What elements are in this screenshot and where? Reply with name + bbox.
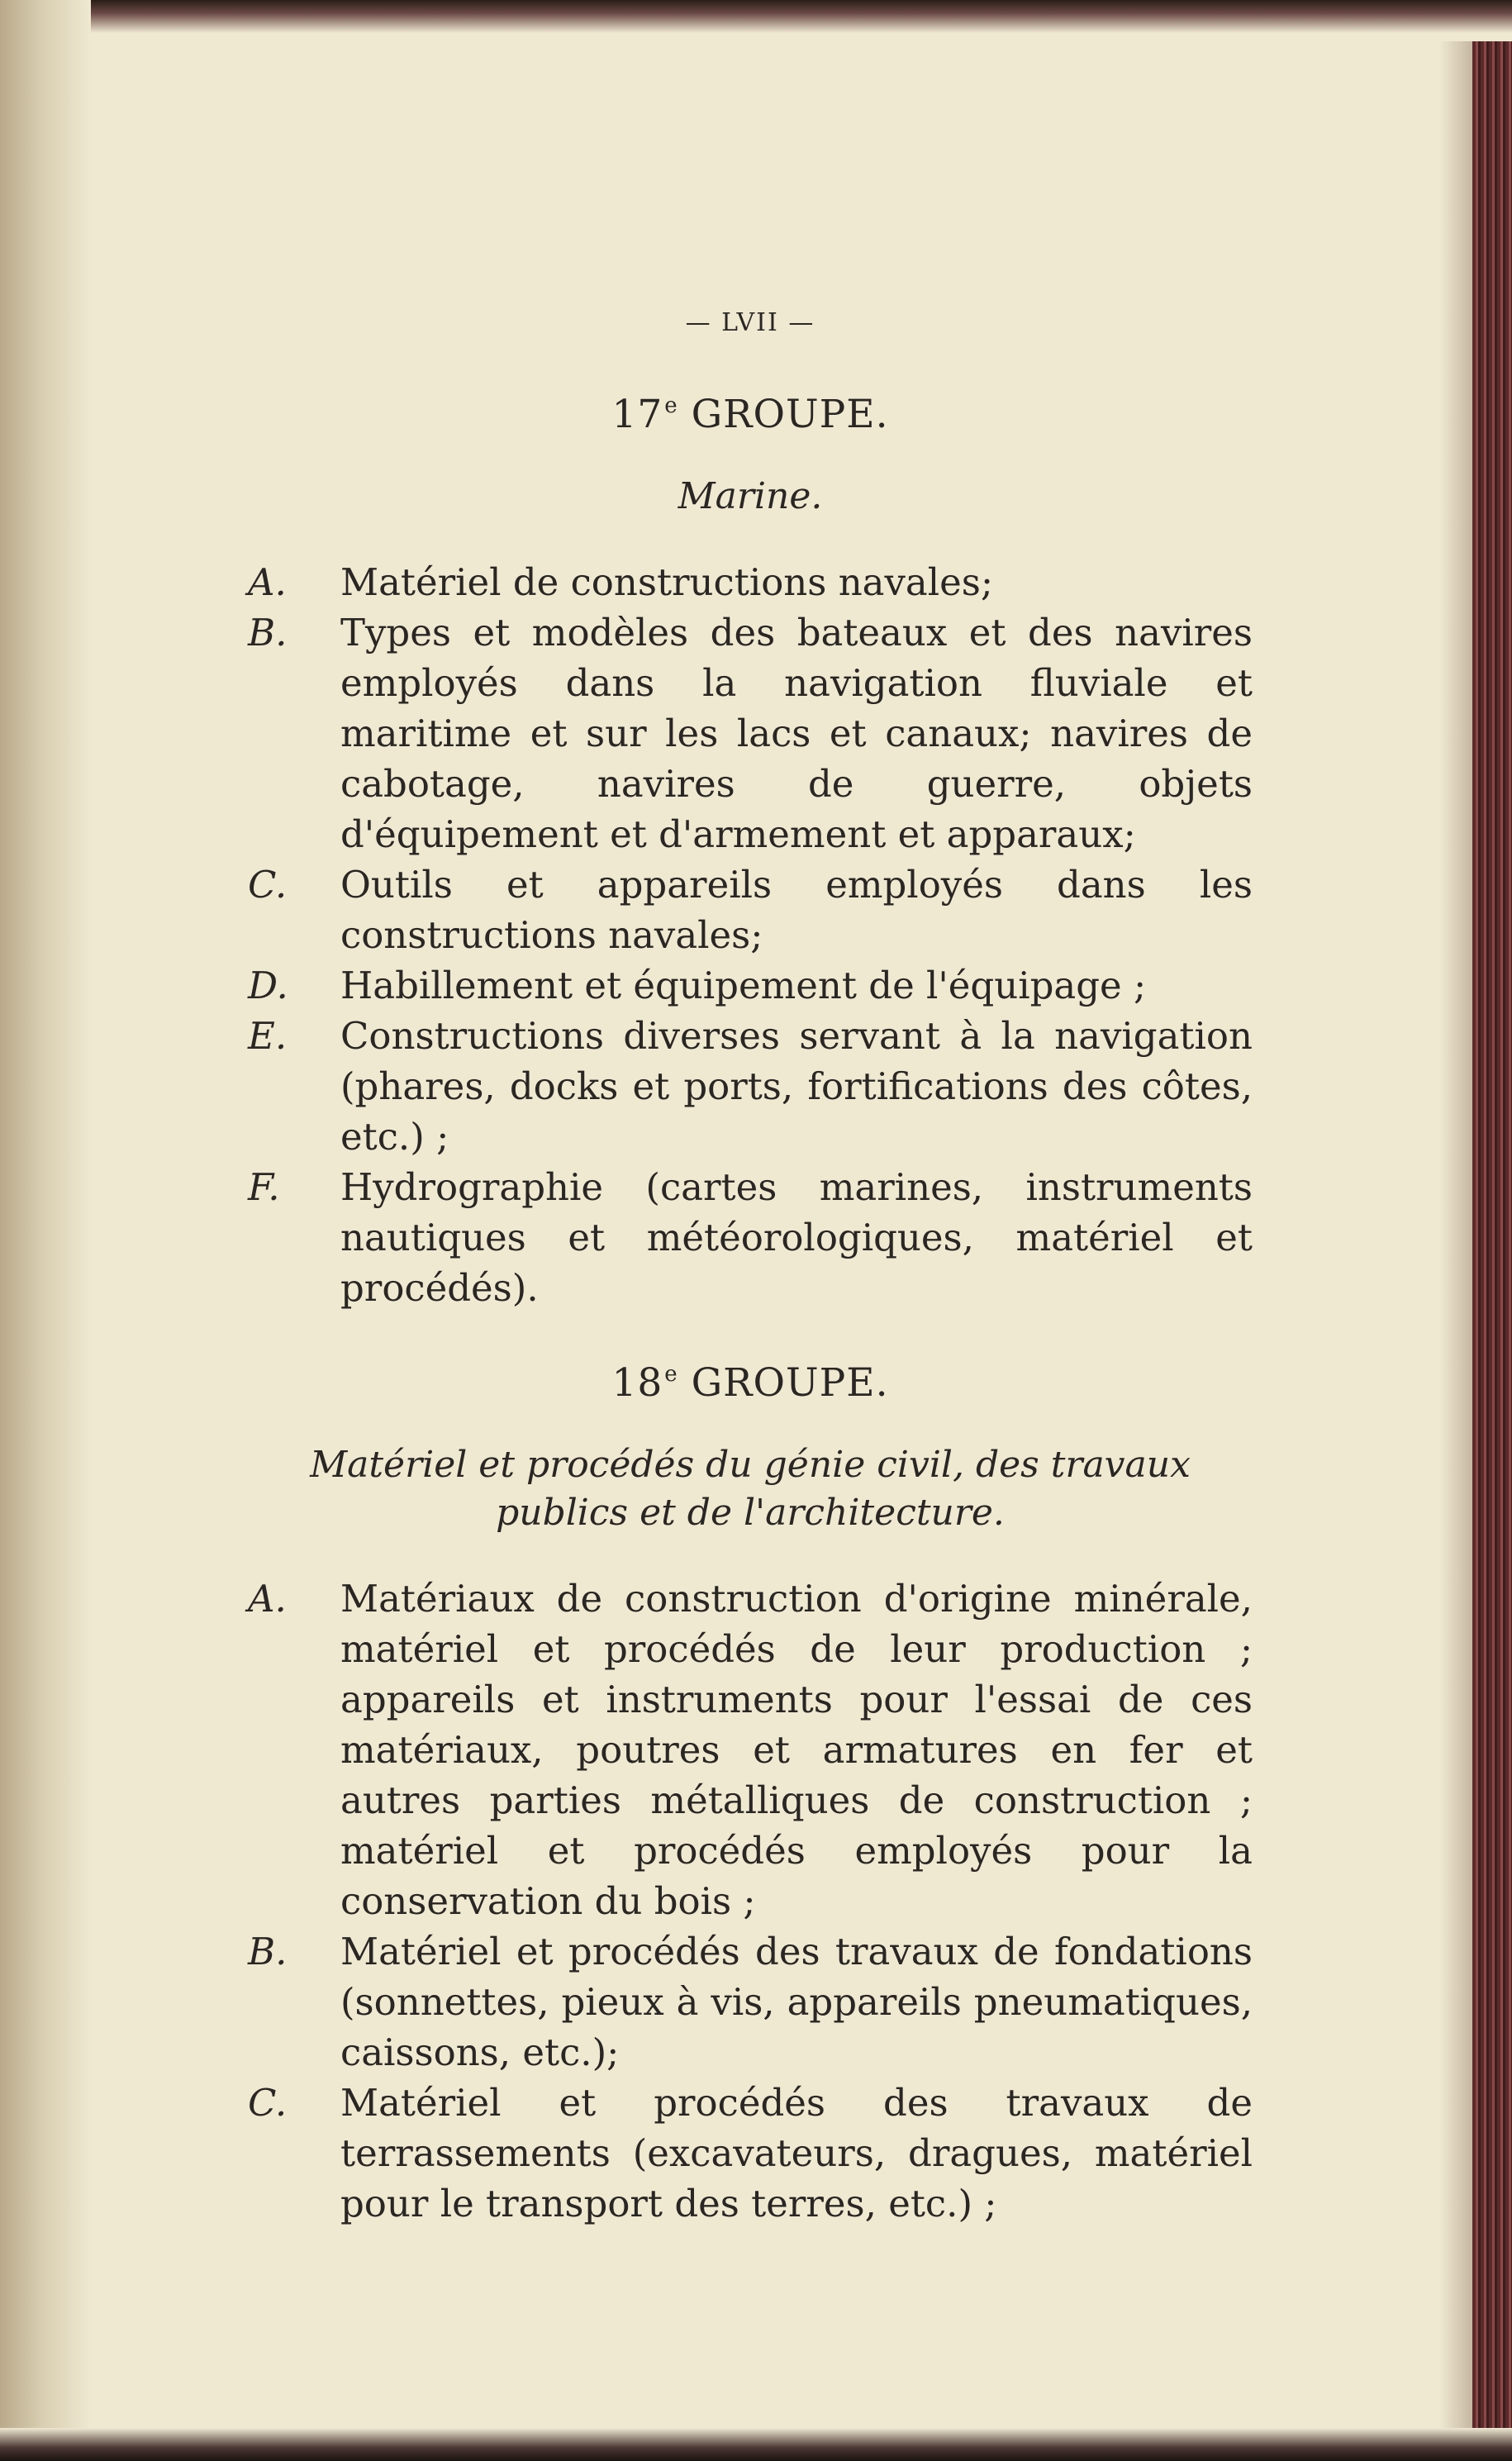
list-item bbox=[248, 859, 1253, 960]
group-label: GROUPE. bbox=[691, 392, 889, 437]
group-spacer bbox=[248, 1313, 1253, 1350]
running-head: — LVII — bbox=[685, 308, 815, 337]
group-title bbox=[248, 381, 1253, 440]
item-letter: F. bbox=[248, 1165, 280, 1209]
item-letter: A. bbox=[248, 560, 287, 604]
page-top-edge bbox=[0, 0, 1512, 33]
group-subtitle: Marine. bbox=[678, 475, 823, 517]
group-number-suffix: e bbox=[664, 393, 678, 418]
group-title bbox=[248, 1350, 1253, 1408]
item-text: Outils et appareils employés dans les constructions navales; bbox=[340, 863, 1253, 957]
item-letter: D. bbox=[248, 964, 288, 1007]
list-item bbox=[248, 1573, 1253, 1926]
item-letter: B. bbox=[248, 611, 288, 655]
item-text: Hydrographie (cartes marines, instruments nautiques et météorologiques, matériel et procédés). bbox=[340, 1165, 1253, 1310]
list-item bbox=[248, 1926, 1253, 2078]
book-fore-edge bbox=[1472, 41, 1512, 2438]
page-right-shadow bbox=[1439, 41, 1472, 2438]
group-number: 18 bbox=[611, 1360, 663, 1406]
item-text: Matériel et procédés des travaux de fondations (sonnettes, pieux à vis, appareils pneumatiques, caissons, etc.); bbox=[340, 1930, 1253, 2074]
item-text: Matériel de constructions navales; bbox=[340, 560, 994, 604]
item-letter: A. bbox=[248, 1577, 287, 1621]
item-letter: C. bbox=[248, 863, 288, 907]
list-item bbox=[248, 607, 1253, 859]
item-letter: E. bbox=[248, 1014, 288, 1058]
list-item bbox=[248, 2078, 1253, 2229]
page-gutter bbox=[0, 0, 91, 2461]
item-text: Habillement et équipement de l'équipage ; bbox=[340, 964, 1147, 1007]
item-text: Types et modèles des bateaux et des navires employés dans la navigation fluviale et maritime et sur les lacs et canaux; navires de cabotage, navires de guerre, objets d'équipement et d'armement et apparaux; bbox=[340, 611, 1253, 856]
group-number-suffix: e bbox=[664, 1362, 678, 1387]
item-letter: B. bbox=[248, 1930, 288, 1973]
list-item bbox=[248, 1162, 1253, 1313]
group-number: 17 bbox=[611, 392, 663, 437]
item-letter: C. bbox=[248, 2081, 288, 2125]
item-text: Constructions diverses servant à la navigation (phares, docks et ports, fortifications des côtes, etc.) ; bbox=[340, 1014, 1253, 1159]
group-label: GROUPE. bbox=[691, 1360, 889, 1406]
group-subtitle: Matériel et procédés du génie civil, des travaux publics et de l'architecture. bbox=[310, 1444, 1191, 1534]
list-item bbox=[248, 960, 1253, 1011]
page-text-block bbox=[248, 298, 1253, 2229]
page-bottom-edge bbox=[0, 2428, 1512, 2461]
item-text: Matériel et procédés des travaux de terrassements (excavateurs, dragues, matériel pour le transport des terres, etc.) ; bbox=[340, 2081, 1253, 2225]
item-text: Matériaux de construction d'origine minérale, matériel et procédés de leur production ; appareils et instruments pour l'essai de ces matériaux, poutres et armatures en fer et autres parties métalliques de construction ; matériel et procédés employés pour la conservation du bois ; bbox=[340, 1577, 1253, 1923]
list-item bbox=[248, 557, 1253, 607]
list-item bbox=[248, 1011, 1253, 1162]
